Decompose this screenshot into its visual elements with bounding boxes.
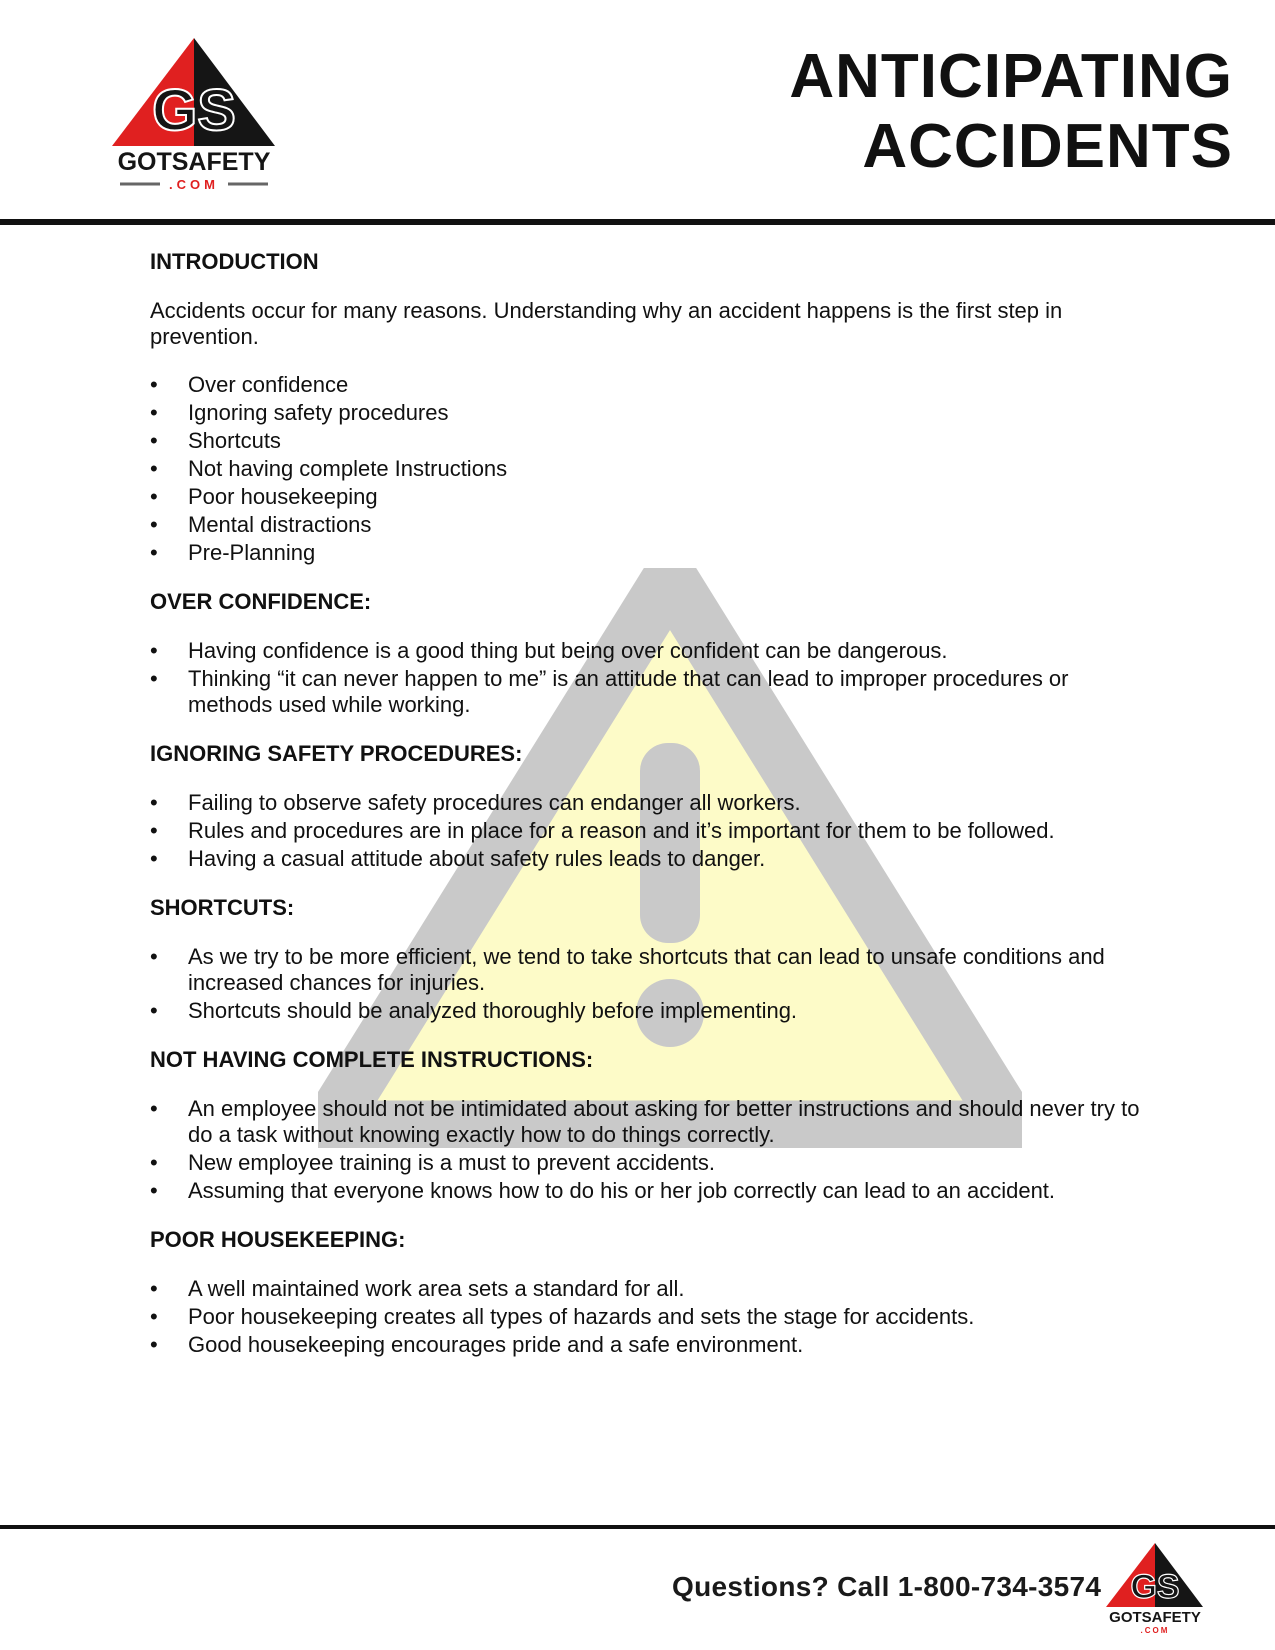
list-item: • Having a casual attitude about safety rules leads to danger. xyxy=(150,846,1150,872)
footer-contact: Questions? Call 1-800-734-3574 xyxy=(672,1571,1102,1602)
header-divider xyxy=(0,219,1275,225)
list-item: • As we try to be more efficient, we tend to take shortcuts that can lead to unsafe conditions and increased chances for injuries. xyxy=(150,944,1150,996)
svg-text:GS: GS xyxy=(152,78,236,143)
list-item: • New employee training is a must to prevent accidents. xyxy=(150,1150,1150,1176)
title-line-2: ACCIDENTS xyxy=(862,112,1233,181)
list-item: • Failing to observe safety procedures can endanger all workers. xyxy=(150,790,1150,816)
list-item: • Good housekeeping encourages pride and a safe environment. xyxy=(150,1332,1150,1358)
section-heading: POOR HOUSEKEEPING: xyxy=(150,1227,406,1252)
section-heading: INTRODUCTION xyxy=(150,249,319,274)
svg-text:GOTSAFETY: GOTSAFETY xyxy=(117,148,271,176)
list-item: • Shortcuts xyxy=(150,428,1150,454)
svg-text:.COM: .COM xyxy=(169,177,219,192)
footer-divider xyxy=(0,1525,1275,1529)
section-over-confidence xyxy=(150,588,1150,718)
document-body xyxy=(150,248,1150,1380)
list-item: • Ignoring safety procedures xyxy=(150,400,1150,426)
bullet-list xyxy=(150,790,1150,872)
section-heading: IGNORING SAFETY PROCEDURES: xyxy=(150,741,523,766)
list-item: • Shortcuts should be analyzed thoroughly before implementing. xyxy=(150,998,1150,1024)
svg-text:.COM: .COM xyxy=(1140,1626,1170,1635)
bullet-list xyxy=(150,372,1150,566)
list-item: • Rules and procedures are in place for a reason and it’s important for them to be followed. xyxy=(150,818,1150,844)
section-heading: NOT HAVING COMPLETE INSTRUCTIONS: xyxy=(150,1047,594,1072)
list-item: • Pre-Planning xyxy=(150,540,1150,566)
list-item: • Poor housekeeping creates all types of hazards and sets the stage for accidents. xyxy=(150,1304,1150,1330)
bullet-list xyxy=(150,944,1150,1024)
title-line-1: ANTICIPATING xyxy=(789,42,1233,111)
list-item: • Poor housekeeping xyxy=(150,484,1150,510)
list-item: • Mental distractions xyxy=(150,512,1150,538)
list-item: • Assuming that everyone knows how to do his or her job correctly can lead to an accident. xyxy=(150,1178,1150,1204)
list-item: • A well maintained work area sets a standard for all. xyxy=(150,1276,1150,1302)
list-item: • Not having complete Instructions xyxy=(150,456,1150,482)
section-introduction xyxy=(150,248,1150,566)
bullet-list xyxy=(150,1096,1150,1204)
section-ignoring-safety-procedures xyxy=(150,740,1150,872)
bullet-list xyxy=(150,638,1150,718)
section-shortcuts xyxy=(150,894,1150,1024)
svg-text:GOTSAFETY: GOTSAFETY xyxy=(1109,1609,1201,1626)
gotsafety-logo-small xyxy=(1106,1543,1204,1635)
section-heading: OVER CONFIDENCE: xyxy=(150,589,372,614)
list-item: • Over confidence xyxy=(150,372,1150,398)
list-item: • Thinking “it can never happen to me” is an attitude that can lead to improper procedures or methods used while working. xyxy=(150,666,1150,718)
gotsafety-logo xyxy=(112,38,277,193)
section-not-having-complete-instructions xyxy=(150,1046,1150,1204)
bullet-list xyxy=(150,1276,1150,1358)
section-poor-housekeeping xyxy=(150,1226,1150,1358)
section-paragraph: Accidents occur for many reasons. Understanding why an accident happens is the first step in prevention. xyxy=(150,298,1063,349)
list-item: • Having confidence is a good thing but being over confident can be dangerous. xyxy=(150,638,1150,664)
list-item: • An employee should not be intimidated about asking for better instructions and should never try to do a task without knowing exactly how to do things correctly. xyxy=(150,1096,1150,1148)
page-title xyxy=(789,42,1233,182)
section-heading: SHORTCUTS: xyxy=(150,895,295,920)
svg-text:GS: GS xyxy=(1130,1568,1180,1606)
